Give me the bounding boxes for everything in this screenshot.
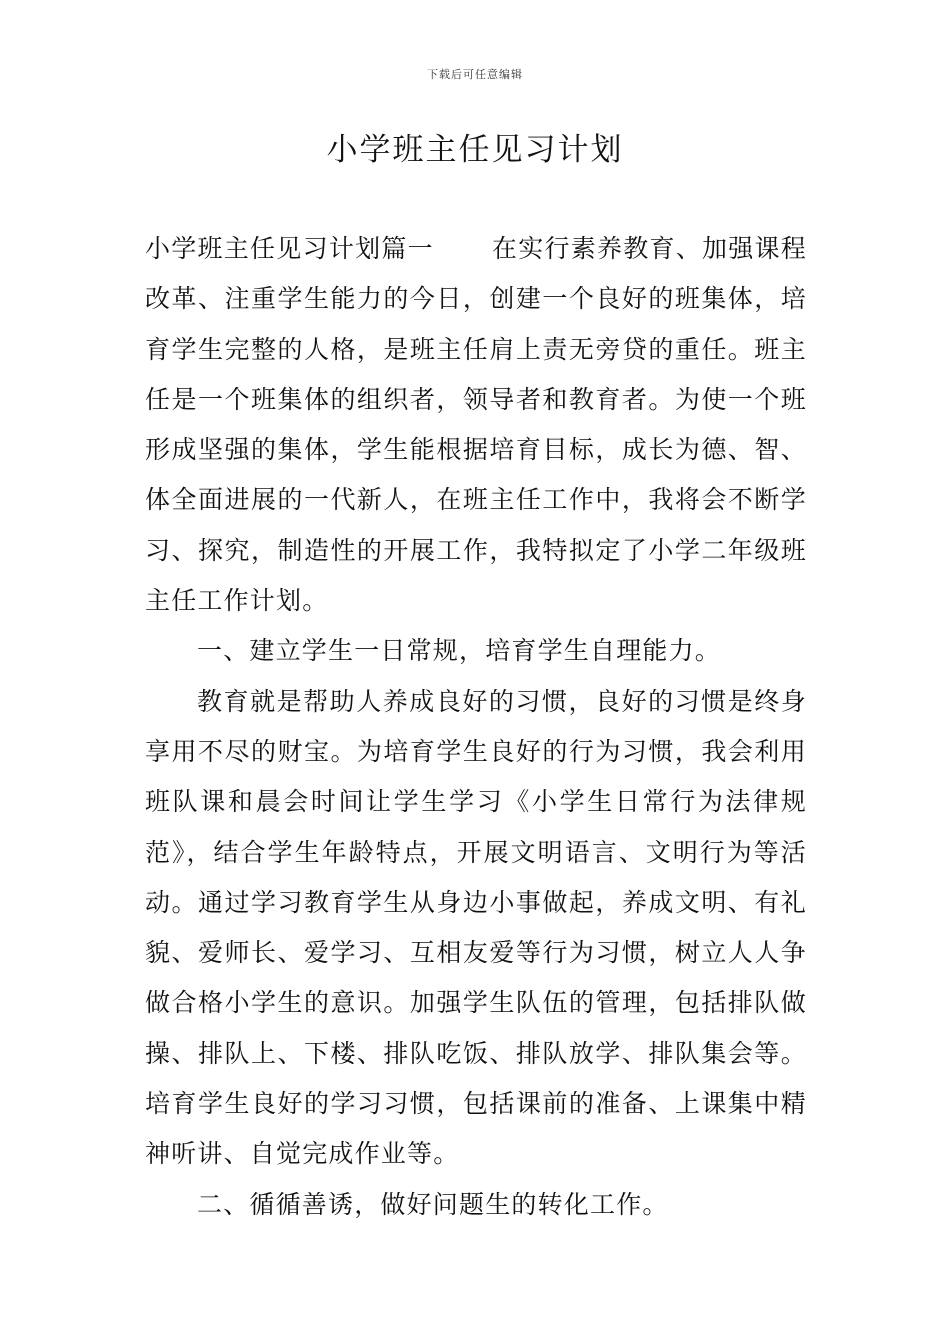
header-note: 下载后可任意编辑 <box>427 68 523 81</box>
section1-paragraph: 教育就是帮助人养成良好的习惯，良好的习惯是终身享用不尽的财宝。为培育学生良好的行为习惯，我会利用班队课和晨会时间让学生学习《小学生日常行为法律规范》，结合学生年龄特点，开展文明语言、文明行为等活动。通过学习教育学生从身边小事做起，养成文明、有礼貌、爱师长、爱学习、互相友爱等行为习惯，树立人人争做合格小学生的意识。加强学生队伍的管理，包括排队做操、排队上、下楼、排队吃饭、排队放学、排队集会等。培育学生良好的学习习惯，包括课前的准备、上课集中精神听讲、自觉完成作业等。 <box>145 686 807 1169</box>
intro-paragraph <box>145 224 807 626</box>
intro-body: 在实行素养教育、加强课程改革、注重学生能力的今日，创建一个良好的班集体，培育学生完整的人格，是班主任肩上责无旁贷的重任。班主任是一个班集体的组织者，领导者和教育者。为使一个班形成坚强的集体，学生能根据培育目标，成长为德、智、体全面进展的一代新人，在班主任工作中，我将会不断学习、探究，制造性的开展工作，我特拟定了小学二年级班主任工作计划。 <box>145 234 808 616</box>
intro-lead: 小学班主任见习计划篇一 <box>145 234 434 263</box>
section2-heading: 二、循循善诱，做好问题生的转化工作。 <box>197 1189 669 1219</box>
document-title: 小学班主任见习计划 <box>326 132 624 168</box>
document-body <box>145 224 807 1230</box>
section1-heading: 一、建立学生一日常规，培育学生自理能力。 <box>197 636 722 666</box>
